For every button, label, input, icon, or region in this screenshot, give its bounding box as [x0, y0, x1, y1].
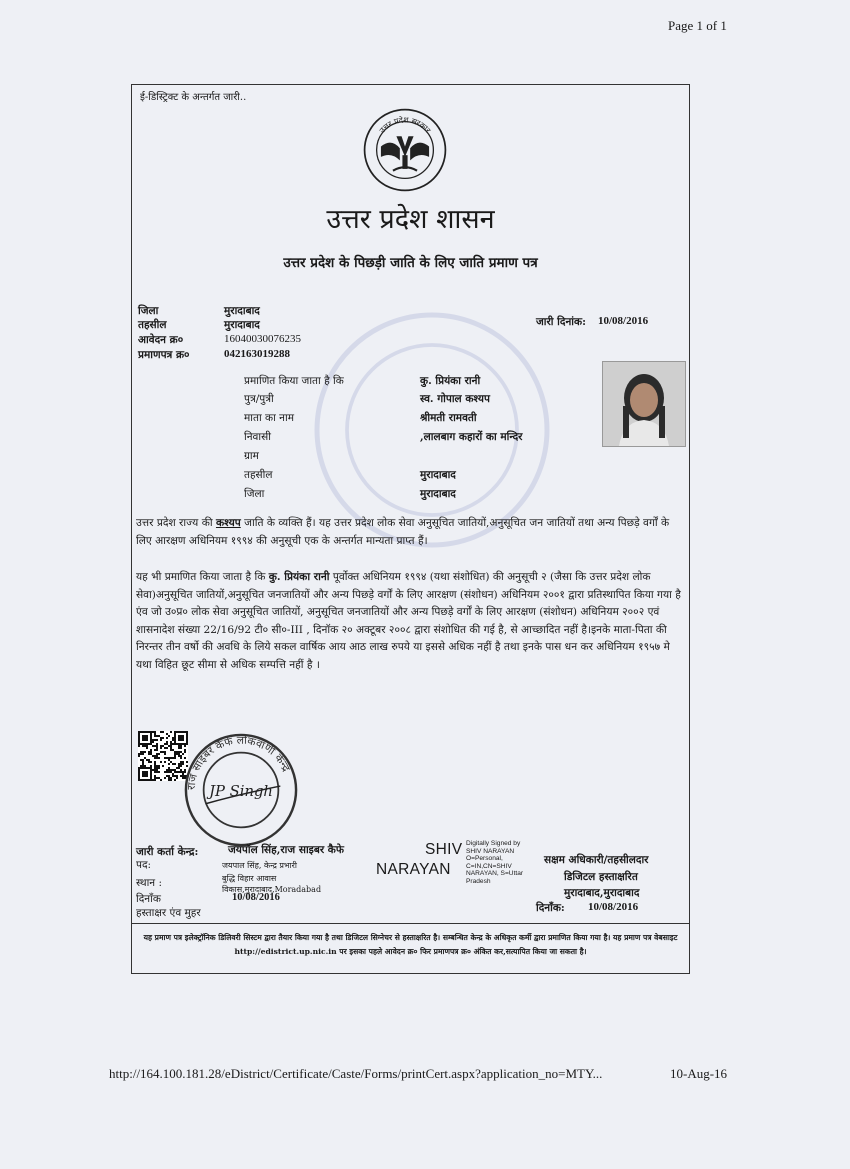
caste-name: कश्यप	[215, 517, 241, 529]
caste-paragraph-pre: उत्तर प्रदेश राज्य की	[136, 517, 216, 529]
detail-value: ,लालबाग कहारों का मन्दिर	[420, 431, 523, 443]
issuer-post-label: पद:	[136, 859, 152, 871]
issuer-center-label: जारी कर्ता केन्द्र:	[136, 846, 199, 858]
district-value: मुरादाबाद	[224, 305, 260, 317]
government-title: उत्तर प्रदेश शासन	[326, 204, 495, 235]
detail-value: कु. प्रियंका रानी	[420, 375, 481, 387]
detail-label: जिला	[244, 488, 265, 500]
certificate-number-label: प्रमाणपत्र क्र०	[138, 349, 190, 361]
eligibility-paragraph	[136, 569, 684, 674]
certificate	[131, 84, 690, 974]
detail-value: स्व. गोपाल कश्यप	[420, 393, 490, 405]
seal-ring-text: राज साइबर कैफे लोकवाणी केन्द्र	[184, 733, 293, 791]
caste-paragraph	[136, 515, 684, 550]
issuer-post-value: जयपाल सिंह, केन्द्र प्रभारी	[222, 861, 297, 870]
issuer-place-label: स्थान :	[136, 877, 163, 889]
issuer-place-value-2: विकास,मुरादाबाद,Moradabad	[222, 885, 322, 894]
digital-signature-details	[466, 840, 523, 886]
digital-signature-detail-line: Pradesh	[466, 877, 491, 885]
emblem-text: उत्तर प्रदेश सरकार	[377, 115, 433, 135]
issuer-date-value: 10/08/2016	[232, 892, 280, 903]
issuer-center-value: जयपॉल सिंह,राज साइबर कैफे	[228, 844, 344, 856]
digital-signature-detail-line: C=IN,CN=SHIV	[466, 862, 512, 870]
authority-place: मुरादाबाद,मुरादाबाद	[564, 887, 640, 899]
qr-code	[138, 731, 188, 781]
digital-signer-name-line1: SHIV	[425, 841, 463, 858]
issuer-place-value-1: बुद्धि विहार आवास	[222, 874, 277, 883]
footer-divider	[132, 923, 689, 924]
eligibility-paragraph-post: पूर्वोक्त अधिनियम १९९४ (यथा संशोधित) की अनुसूची २ (जैसा कि उत्तर प्रदेश लोक सेवा)अनुसूचित जातियों,अनुसूचित जनजातियों और अन्य पिछड़े वर्गों के लिए आरक्षण (संशोधन) अधिनियम २००१ द्वारा प्रतिस्थापित किया गया है एंव जो उ०प्र० लोक सेवा अनुसूचित जातियों, अनुसूचित जनजातियों और अन्य पिछड़े वर्गों के लिए आरक्षण (संशोधन) अधिनियम २००२ एवं शासनादेश संख्या 22/16/92 टी० सी०-III , दिनॉक २० अक्टूबर २००८ द्वारा संशोधित की गई है, से आच्छादित नहीं है।इनके माता-पिता की निरन्तर तीन वर्षो की अवधि के लिये सकल वार्षिक आय आठ लाख रुपये या इससे अधिक नहीं है तथा इनके पास धन कर अधिनियम १९५७ मे यथा विहित छूट सीमा से अधिक सम्पत्ति नहीं है ।	[136, 571, 681, 671]
person-photo-icon	[603, 362, 685, 446]
digital-signature-detail-line: O=Personal,	[466, 855, 503, 863]
issuer-sign-label: हस्ताक्षर एंव मुहर	[136, 907, 201, 919]
caste-paragraph-post: जाति के व्यक्ति हैं। यह उत्तर प्रदेश लोक सेवा अनुसूचित जातियों,अनुसूचित जन जातियों तथा अन्य पिछड़े वर्गों के लिए आरक्षण अधिनियम १९९४ की अनुसूची एक के अन्तर्गत मान्यता प्राप्त हैं।	[136, 517, 670, 547]
digital-signature-detail-line: NARAYAN, S=Uttar	[466, 870, 524, 878]
detail-value: मुरादाबाद	[420, 469, 456, 481]
page-number: Page 1 of 1	[668, 18, 727, 33]
certificate-number-value: 042163019288	[224, 348, 290, 360]
print-date: 10-Aug-16	[670, 1066, 728, 1081]
eligibility-paragraph-pre: यह भी प्रमाणित किया जाता है कि	[136, 571, 269, 583]
authority-date-value: 10/08/2016	[588, 901, 639, 913]
authority-sign-type: डिजिटल हस्ताक्षरित	[564, 871, 638, 883]
detail-label: ग्राम	[244, 450, 259, 462]
svg-text:उत्तर प्रदेश सरकार	[378, 115, 433, 135]
tehsil-value: मुरादाबाद	[224, 319, 260, 331]
center-seal	[182, 731, 300, 849]
district-label: जिला	[138, 305, 159, 317]
detail-label: प्रमाणित किया जाता है कि	[244, 375, 344, 387]
tehsil-label: तहसील	[138, 319, 167, 331]
seal-signature: JP Singh	[209, 782, 273, 800]
authority-date-label: दिनॉंक:	[536, 902, 565, 914]
print-url: http://164.100.181.28/eDistrict/Certificate/Caste/Forms/printCert.aspx?application_no=MTY...	[109, 1066, 603, 1081]
eligibility-applicant-name: कु. प्रियंका रानी	[268, 571, 330, 583]
footer-note: यह प्रमाण पत्र इलेक्ट्रॉनिक डिलिवरी सिस्टम द्वारा तैयार किया गया है तथा डिजिटल सिग्नेचर से हस्ताक्षरित है। सम्बन्धित केन्द्र के अधिकृत कर्मी द्वारा प्रमाणित किया गया है। यह प्रमाण पत्र वेबसाइट http://edistrict.up.nic.in पर इसका पहले आवेदन क्र० फिर प्रमाणपत्र क्र० अंकित कर,सत्यापित किया जा सकता है।	[143, 933, 678, 956]
digital-signature-detail-line: Digitally Signed by	[466, 840, 521, 847]
detail-label: निवासी	[244, 431, 271, 443]
digital-signature-detail-line: SHIV NARAYAN	[466, 847, 515, 855]
detail-value: मुरादाबाद	[420, 488, 456, 500]
issue-date-label: जारी दिनांक:	[536, 316, 586, 328]
detail-value: श्रीमती रामवती	[420, 412, 477, 424]
applicant-photo	[602, 361, 686, 447]
detail-label: पुत्र/पुत्री	[244, 393, 274, 405]
digital-signer-name-line2: NARAYAN	[376, 861, 451, 878]
up-government-emblem	[362, 107, 448, 193]
header-note: ई-डिस्ट्रिक्ट के अन्तर्गत जारी..	[140, 92, 247, 103]
issue-date-value: 10/08/2016	[598, 315, 649, 327]
authority-title: सक्षम अधिकारी/तहसीलदार	[544, 854, 649, 866]
application-label: आवेदन क्र०	[138, 334, 184, 346]
certificate-title: उत्तर प्रदेश के पिछड़ी जाति के लिए जाति प्रमाण पत्र	[283, 255, 538, 271]
application-value: 16040030076235	[224, 333, 301, 345]
issuer-date-label: दिनॉंक	[136, 893, 161, 905]
detail-label: माता का नाम	[244, 412, 294, 424]
detail-label: तहसील	[244, 469, 273, 481]
